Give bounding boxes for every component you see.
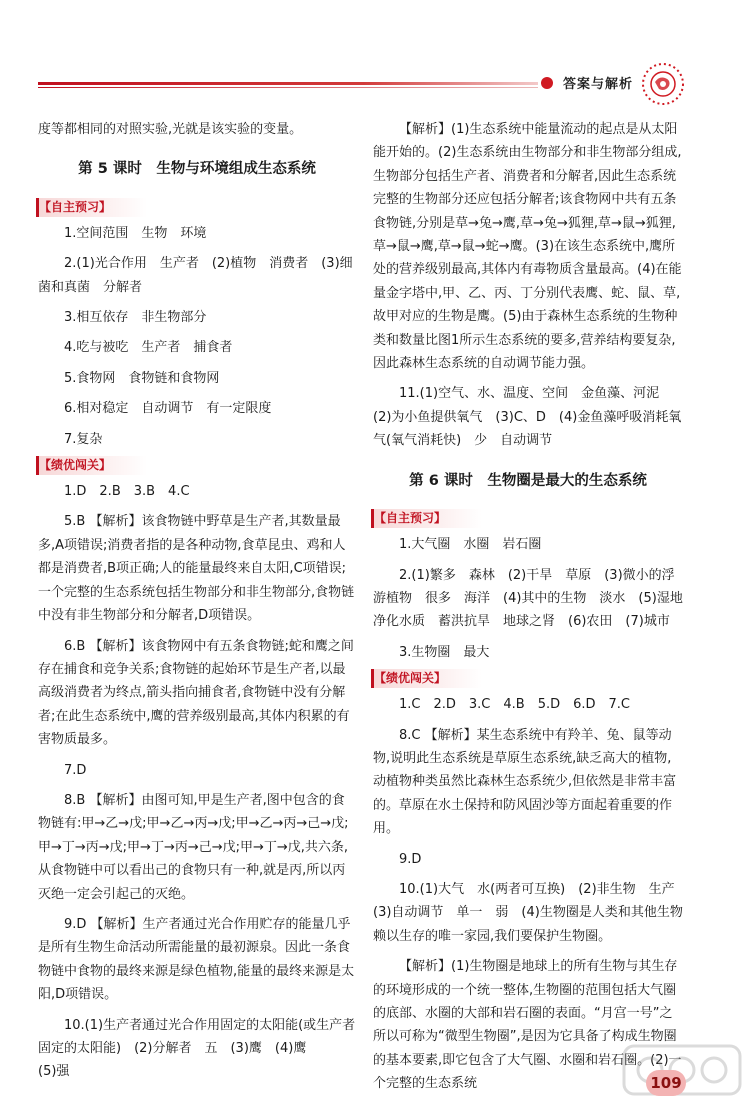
answer-item: 8.B 【解析】由图可知,甲是生产者,图中包含的食物链有:甲→乙→戊;甲→乙→丙→戊;甲→乙→丙→己→戊;甲→丁→丙→戊;甲→丁→丙→己→戊;甲→丁→戊,共六条,从食物链中可以看出己的食物只有一种,就是丙,所以丙灭绝一定会引起己的灭绝。	[38, 792, 349, 902]
answer-item: 1.D 2.B 3.B 4.C	[64, 484, 190, 500]
globe-logo-icon	[641, 62, 685, 106]
answer-item: (5)强	[38, 1064, 70, 1080]
lesson-5-title: 第 5 课时 生物与环境组成生态系统	[78, 161, 316, 178]
answer-item: 6.相对稳定 自动调节 有一定限度	[64, 401, 272, 417]
header-dot-icon	[541, 77, 553, 89]
answer-item: 7.复杂	[64, 431, 103, 447]
answer-item: 3.相互依存 非生物部分	[64, 310, 207, 326]
continuation-line: 度等都相同的对照实验,光就是该实验的变量。	[38, 122, 303, 137]
header-rule	[38, 82, 538, 85]
section-preview-label: 【自主预习】	[371, 509, 482, 528]
answer-item: 2.(1)繁多 森林 (2)干旱 草原 (3)微小的浮游植物 很多 海洋 (4)其中的生物 淡水 (5)湿地 净化水质 蓄洪抗旱 地球之肾 (6)农田 (7)城市	[373, 567, 696, 630]
header-label: 答案与解析	[563, 77, 634, 92]
answer-item: 6.B 【解析】该食物网中有五条食物链;蛇和鹰之间存在捕食和竞争关系;食物链的起始环节是生产者,以最高级消费者为终点,箭头指向捕食者,食物链中没有分解者;在此生态系统中,鹰的营养级别最高,其体内积累的有害物质最多。	[38, 638, 354, 748]
lesson-6-title: 第 6 课时 生物圈是最大的生态系统	[409, 472, 647, 489]
answer-item: 9.D 【解析】生产者通过光合作用贮存的能量几乎是所有生物生命活动所需能量的最初源泉。因此一条食物链中食物的最终来源是绿色植物,能量的最终来源是太阳,D项错误。	[38, 916, 355, 1003]
section-preview-label: 【自主预习】	[36, 198, 147, 217]
answer-item: (3)自动调节 单一 弱 (4)生物圈是人类和其他生物赖以生存的唯一家园,我们要保护生物圈。	[373, 905, 683, 944]
right-column	[373, 118, 696, 1096]
answer-item: 10.(1)生产者通过光合作用固定的太阳能(或生产者固定的太阳能) (2)分解者 五 (3)鹰 (4)鹰	[38, 1017, 356, 1056]
section-practice-label: 【绩优闯关】	[36, 456, 147, 475]
answer-item: 4.吃与被吃 生产者 捕食者	[64, 340, 233, 356]
left-column	[38, 118, 356, 1084]
page-number: 109	[646, 1070, 686, 1096]
answer-item: 1.空间范围 生物 环境	[64, 225, 207, 241]
answer-item: 10.(1)大气 水(两者可互换) (2)非生物 生产	[399, 881, 675, 897]
analysis-paragraph: 【解析】(1)生物圈是地球上的所有生物与其生存的环境形成的一个统一整体,生物圈的范围包括大气圈的底部、水圈的大部和岩石圈的表面。“月宫一号”之所以可称为“微型生物圈”,是因为它具备了构成生物圈的基本要素,即它包含了大气圈、水圈和岩石圈。(2)一个完整的生态系统	[373, 959, 682, 1092]
answer-item: 1.C 2.D 3.C 4.B 5.D 6.D 7.C	[399, 697, 631, 713]
answer-item: 8.C 【解析】某生态系统中有羚羊、兔、鼠等动物,说明此生态系统是草原生态系统,缺乏高大的植物,动植物种类虽然比森林生态系统少,但依然是非常丰富的。草原在水土保持和防风固沙等方面起着重要的作用。	[373, 727, 677, 837]
answer-item: 1.大气圈 水圈 岩石圈	[399, 537, 542, 553]
answer-item: 5.食物网 食物链和食物网	[64, 370, 220, 386]
section-practice-label: 【绩优闯关】	[371, 669, 482, 688]
answer-item: 2.(1)光合作用 生产者 (2)植物 消费者 (3)细菌和真菌 分解者	[38, 256, 353, 295]
analysis-paragraph: 【解析】(1)生态系统中能量流动的起点是从太阳能开始的。(2)生态系统由生物部分和非生物部分组成,生物部分包括生产者、消费者和分解者,因此生态系统完整的生物部分还应包括分解者;该食物网中共有五条食物链,分别是草→兔→鹰,草→兔→狐狸,草→鼠→狐狸,草→鼠→鹰,草→鼠→蛇→鹰。(3)在该生态系统中,鹰所处的营养级别最高,其体内有毒物质含量最高。(4)在能量金字塔中,甲、乙、丙、丁分别代表鹰、蛇、鼠、草,故甲对应的生物是鹰。(5)由于森林生态系统的生物种类和数量比图1所示生态系统的要多,营养结构要复杂,因此森林生态系统的自动调节能力强。	[373, 122, 682, 372]
header-rule-thin	[38, 87, 538, 88]
answer-item: 5.B 【解析】该食物链中野草是生产者,其数量最多,A项错误;消费者指的是各种动物,食草昆虫、鸡和人都是消费者,B项正确;人的能量最终来自太阳,C项错误;一个完整的生态系统包括生物部分和非生物部分,食物链中没有非生物部分和分解者,D项错误。	[38, 514, 355, 624]
answer-item: 3.生物圈 最大	[399, 644, 490, 660]
answer-item: 11.(1)空气、水、温度、空间 金鱼藻、河泥 (2)为小鱼提供氧气 (3)C、D (4)金鱼藻呼吸消耗氧气(氧气消耗快) 少 自动调节	[373, 386, 682, 449]
answer-item: 7.D	[64, 762, 87, 778]
answer-item: 9.D	[399, 851, 422, 867]
